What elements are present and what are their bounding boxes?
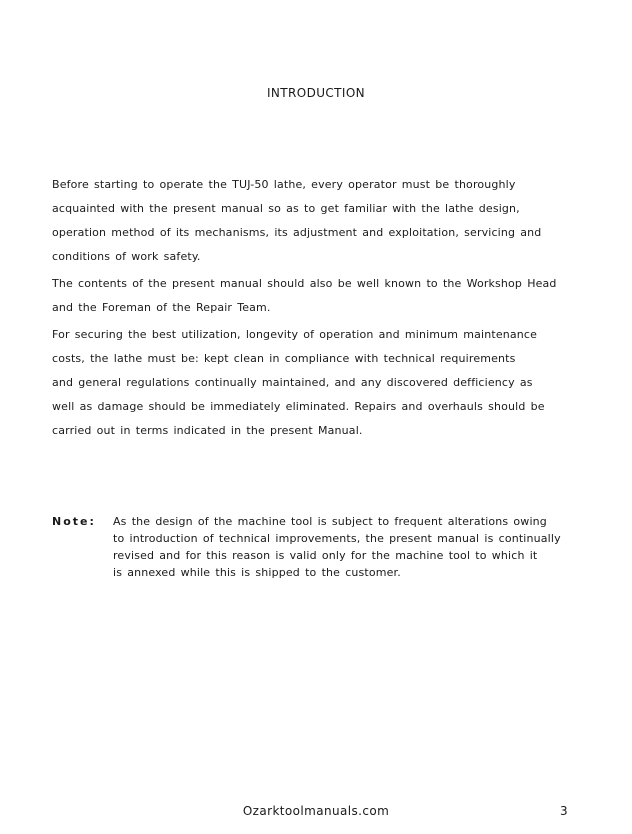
note-line: As the design of the machine tool is subject to frequent alterations owing bbox=[113, 515, 547, 528]
paragraph-contents bbox=[52, 272, 597, 320]
footer-website: Ozarktoolmanuals.com bbox=[242, 804, 390, 818]
note-line: revised and for this reason is valid only for the machine tool to which it bbox=[113, 549, 538, 562]
paragraph-line: The contents of the present manual should also be well known to the Workshop Head bbox=[52, 277, 557, 290]
paragraph-line: and the Foreman of the Repair Team. bbox=[52, 301, 271, 314]
note-line: is annexed while this is shipped to the customer. bbox=[113, 566, 401, 579]
paragraph-line: operation method of its mechanisms, its adjustment and exploitation, servicing and bbox=[52, 226, 542, 239]
page-title: INTRODUCTION bbox=[266, 86, 366, 100]
paragraph-line: carried out in terms indicated in the present Manual. bbox=[52, 424, 363, 437]
note-body bbox=[113, 513, 597, 581]
paragraph-line: costs, the lathe must be: kept clean in compliance with technical requirements bbox=[52, 352, 516, 365]
page-number: 3 bbox=[560, 804, 568, 818]
paragraph-intro bbox=[52, 173, 597, 269]
paragraph-line: For securing the best utilization, longevity of operation and minimum maintenance bbox=[52, 328, 538, 341]
paragraph-line: well as damage should be immediately eliminated. Repairs and overhauls should be bbox=[52, 400, 545, 413]
paragraph-line: and general regulations continually maintained, and any discovered defficiency as bbox=[52, 376, 533, 389]
paragraph-line: acquainted with the present manual so as to get familiar with the lathe design, bbox=[52, 202, 520, 215]
note-label: Note: bbox=[52, 515, 96, 528]
note-line: to introduction of technical improvements, the present manual is continually bbox=[113, 532, 561, 545]
paragraph-maintenance bbox=[52, 323, 597, 443]
paragraph-line: Before starting to operate the TUJ-50 lathe, every operator must be thoroughly bbox=[52, 178, 516, 191]
paragraph-line: conditions of work safety. bbox=[52, 250, 201, 263]
